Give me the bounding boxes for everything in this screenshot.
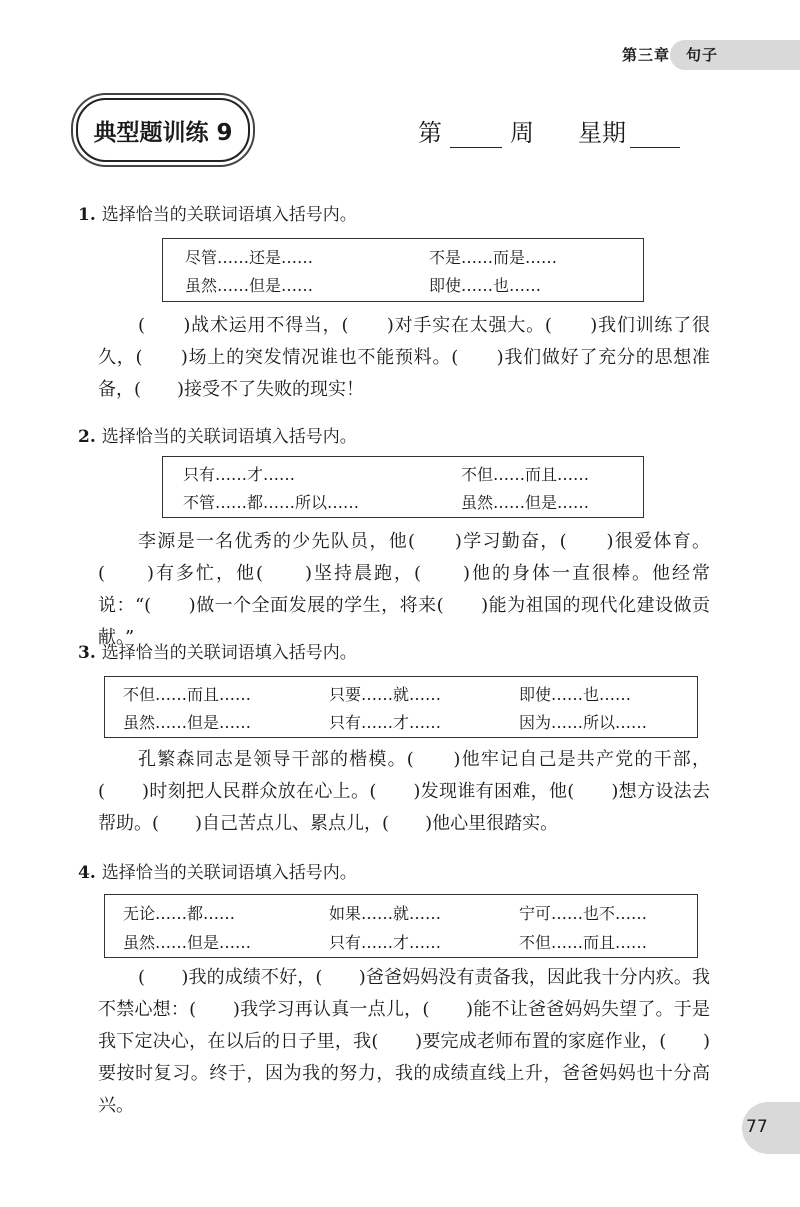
exercise-title-badge: 典型题训练 9 <box>76 98 250 162</box>
word-option: 如果……就…… <box>329 904 442 923</box>
week-day-line <box>418 113 680 148</box>
question-2-paragraph: 李源是一名优秀的少先队员，他( )学习勤奋，( )很爱体育。( )有多忙，他( )坚持晨跑，( )他的身体一直很棒。他经常说：“( )做一个全面发展的学生，将来( )能为祖国的现代化建设做贡献。” <box>98 531 710 648</box>
word-option: 不但……而且…… <box>461 465 590 484</box>
question-prompt: 选择恰当的关联词语填入括号内。 <box>101 427 357 447</box>
word-option: 尽管……还是…… <box>185 248 314 267</box>
question-number: 1. <box>78 205 96 225</box>
word-option: 即使……也…… <box>519 685 632 704</box>
word-option: 只有……才…… <box>329 933 442 952</box>
question-4-paragraph: ( )我的成绩不好，( )爸爸妈妈没有责备我，因此我十分内疚。我不禁心想：( )我学习再认真一点儿，( )能不让爸爸妈妈失望了。于是我下定决心，在以后的日子里，我( )要完成老师布置的家庭作业，( )要按时复习。终于，因为我的努力，我的成绩直线上升，爸爸妈妈也十分高兴。 <box>98 967 710 1116</box>
question-number: 2. <box>78 427 96 447</box>
week-mid: 周 <box>510 119 534 147</box>
week-blank <box>450 121 502 148</box>
word-bank-4 <box>104 894 698 958</box>
page-number: 77 <box>746 1117 768 1137</box>
question-prompt: 选择恰当的关联词语填入括号内。 <box>101 205 357 225</box>
word-option: 不但……而且…… <box>519 933 648 952</box>
question-1-paragraph: ( )战术运用不得当，( )对手实在太强大。( )我们训练了很久，( )场上的突发情况谁也不能预料。( )我们做好了充分的思想准备，( )接受不了失败的现实！ <box>98 315 710 400</box>
word-option: 虽然……但是…… <box>461 493 590 512</box>
word-option: 因为……所以…… <box>519 713 648 732</box>
word-option: 不但……而且…… <box>123 685 252 704</box>
weekday-blank <box>630 121 680 148</box>
week-prefix: 第 <box>418 119 442 147</box>
question-2-heading <box>78 422 357 447</box>
word-option: 只有……才…… <box>329 713 442 732</box>
word-option: 只要……就…… <box>329 685 442 704</box>
question-number: 3. <box>78 643 96 663</box>
word-bank-2 <box>162 456 644 518</box>
word-option: 宁可……也不…… <box>519 904 648 923</box>
question-prompt: 选择恰当的关联词语填入括号内。 <box>101 643 357 663</box>
word-option: 虽然……但是…… <box>123 933 252 952</box>
question-3-paragraph: 孔繁森同志是领导干部的楷模。( )他牢记自己是共产党的干部，( )时刻把人民群众放在心上。( )发现谁有困难，他( )想方设法去帮助。( )自己苦点儿、累点儿，( )他心里很踏实。 <box>98 749 710 834</box>
question-number: 4. <box>78 863 96 883</box>
chapter-title: 第三章 句子 <box>622 46 719 64</box>
word-option: 即使……也…… <box>429 276 542 295</box>
word-option: 只有……才…… <box>183 465 296 484</box>
word-option: 无论……都…… <box>123 904 236 923</box>
question-3-heading <box>78 638 357 663</box>
weekday-label: 星期 <box>578 119 626 147</box>
question-prompt: 选择恰当的关联词语填入括号内。 <box>101 863 357 883</box>
word-option: 虽然……但是…… <box>123 713 252 732</box>
word-option: 虽然……但是…… <box>185 276 314 295</box>
word-option: 不是……而是…… <box>429 248 558 267</box>
word-bank-1 <box>162 238 644 302</box>
question-1-heading <box>78 200 357 225</box>
word-option: 不管……都……所以…… <box>183 493 360 512</box>
question-4-heading <box>78 858 357 883</box>
word-bank-3 <box>104 676 698 738</box>
